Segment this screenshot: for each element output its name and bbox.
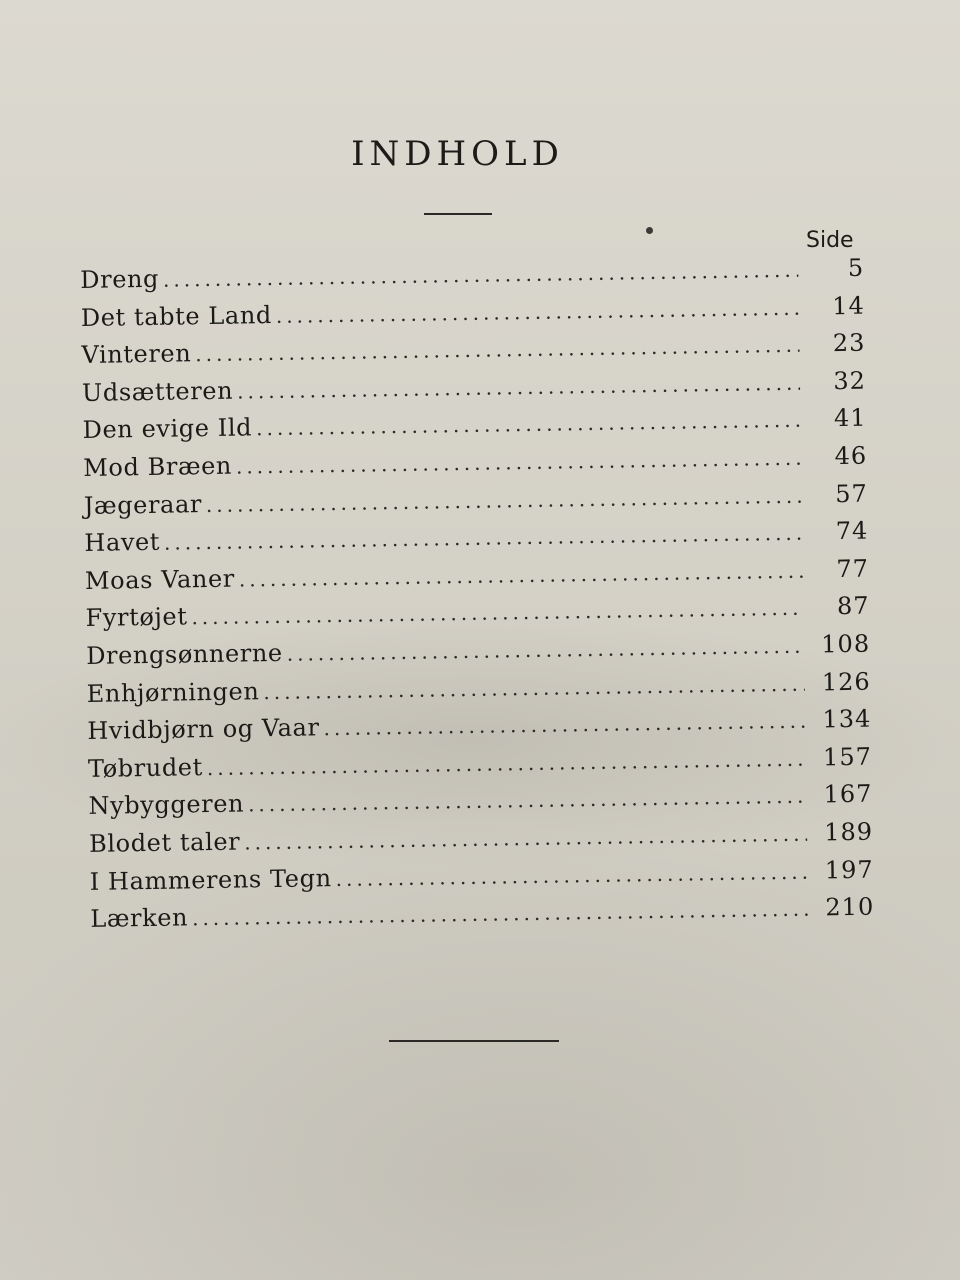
toc-entry-page-number: 87 [836,591,870,621]
toc-entry-title: Mod Bræen [83,451,233,482]
toc-entry-page-number: 14 [832,291,865,320]
toc-entry-title: Hvidbjørn og Vaar [87,713,320,746]
table-of-contents [80,250,875,939]
toc-entry-page-number: 32 [833,366,867,395]
toc-entry-title: Havet [84,527,161,558]
toc-entry-title: Lærken [90,903,189,934]
toc-entry-title: Det tabte Land [80,300,273,332]
toc-entry-page-number: 77 [836,554,870,583]
toc-entry-page-number: 23 [832,328,866,358]
toc-entry-title: Blodet taler [88,827,241,858]
closing-rule [389,1040,559,1042]
toc-entry-page-number: 197 [824,855,874,884]
toc-entry-title: Fyrtøjet [85,602,188,633]
toc-entry-title: Udsætteren [81,376,234,407]
toc-entry-title: Moas Vaner [84,564,236,595]
toc-entry-title: Drengsønnerne [85,638,283,670]
paper-speck [646,227,653,234]
toc-entry-page-number: 126 [821,667,871,696]
toc-entry-page-number: 189 [824,817,874,847]
toc-entry-page-number: 46 [834,441,868,471]
toc-entry-title: Enhjørningen [86,676,260,708]
toc-entry-title: Den evige Ild [82,413,253,445]
toc-entry-page-number: 134 [822,704,872,734]
toc-entry-page-number: 167 [823,779,873,809]
toc-entry-page-number: 41 [833,404,867,433]
page-column-label: Side [806,228,854,253]
toc-entry-title: Vinteren [81,339,192,370]
toc-entry-page-number: 157 [822,742,873,772]
toc-entry-title: I Hammerens Tegn [89,863,332,896]
toc-entry-page-number: 5 [847,253,865,282]
title-rule [424,213,492,215]
page-title: INDHOLD [351,134,564,174]
toc-entry-title: Tøbrudet [87,752,204,783]
toc-entry-title: Jægeraar [83,489,203,520]
toc-entry-title: Dreng [80,264,160,294]
toc-entry-page-number: 57 [834,479,868,508]
toc-entry-page-number: 74 [835,516,869,546]
toc-entry-page-number: 108 [821,629,871,659]
toc-entry-page-number: 210 [825,892,875,922]
toc-entry-title: Nybyggeren [88,789,245,821]
